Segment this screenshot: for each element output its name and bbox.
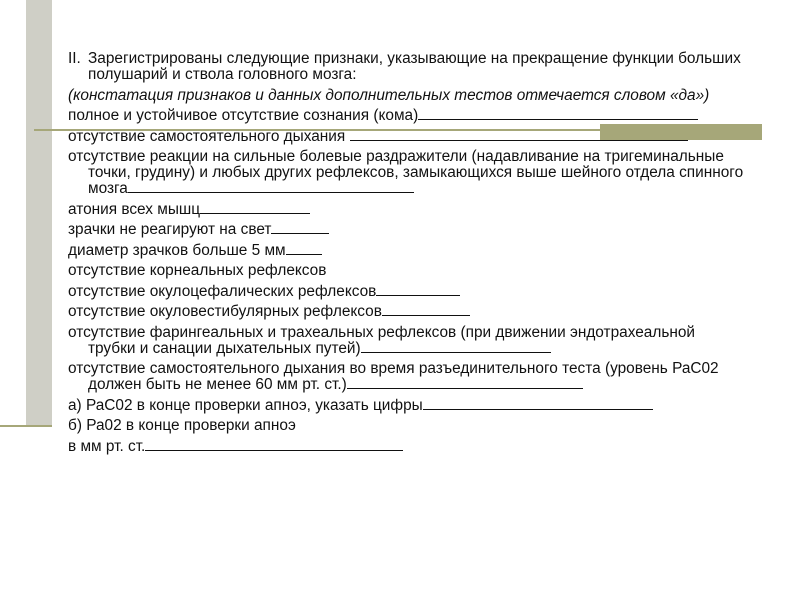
- field-units: [68, 439, 744, 455]
- field-label: в мм рт. ст.: [68, 437, 146, 455]
- field-no-breathing: [68, 129, 744, 145]
- answer-line[interactable]: [128, 181, 414, 193]
- answer-line[interactable]: [347, 377, 583, 389]
- field-label: отсутствие самостоятельного дыхания: [68, 127, 346, 145]
- field-label: диаметр зрачков больше 5 мм: [68, 241, 286, 259]
- answer-line[interactable]: [382, 304, 470, 316]
- section-heading-text: Зарегистрированы следующие признаки, указывающие на прекращение функции больших полушарий и ствола головного мозга:: [88, 50, 741, 83]
- sidebar-divider: [0, 425, 52, 427]
- answer-line[interactable]: [361, 341, 551, 353]
- field-pupils-no-light: [68, 222, 744, 238]
- answer-line[interactable]: [271, 222, 329, 234]
- field-coma: [68, 108, 744, 124]
- field-oculovestibular-reflex: [68, 304, 744, 320]
- field-label: б) Ра02 в конце проверки апноэ: [68, 417, 296, 434]
- field-apnea-test: [68, 361, 744, 393]
- field-label: зрачки не реагируют на свет: [68, 221, 272, 238]
- field-paco2: [68, 398, 744, 414]
- field-no-pain-reaction: [68, 149, 744, 197]
- field-label: отсутствие окуловестибулярных рефлексов: [68, 303, 382, 320]
- field-label: отсутствие реакции на сильные болевые раздражители (надавливание на тригеминальные точки, грудину) и любых других рефлексов, замыкающихся выше шейного отдела спинного мозга: [68, 148, 744, 197]
- answer-line[interactable]: [423, 398, 653, 410]
- field-label: отсутствие окулоцефалических рефлексов: [68, 282, 377, 300]
- field-label: отсутствие самостоятельного дыхания во время разъединительного теста (уровень РаС02 должен быть не менее 60 мм рт. ст.): [68, 360, 719, 393]
- form-content: [68, 51, 744, 459]
- field-corneal-reflex: [68, 263, 744, 279]
- answer-line[interactable]: [376, 284, 460, 296]
- field-label: отсутствие фарингеальных и трахеальных рефлексов (при движении эндотрахеальной трубки и санации дыхательных путей): [68, 323, 695, 357]
- field-pao2: [68, 418, 744, 434]
- answer-line[interactable]: [286, 243, 322, 255]
- section-number: II.: [68, 50, 81, 67]
- answer-line[interactable]: [200, 202, 310, 214]
- field-label: отсутствие корнеальных рефлексов: [68, 262, 327, 279]
- field-label: а) РаС02 в конце проверки апноэ, указать цифры: [68, 396, 423, 414]
- field-label: атония всех мышц: [68, 200, 201, 218]
- field-label: полное и устойчивое отсутствие сознания (кома): [68, 107, 419, 124]
- instruction-note: (констатация признаков и данных дополнительных тестов отмечается словом «да»): [68, 86, 710, 104]
- field-pupil-diameter: [68, 243, 744, 259]
- answer-line[interactable]: [350, 129, 688, 141]
- field-muscle-atonia: [68, 202, 744, 218]
- answer-line[interactable]: [145, 439, 403, 451]
- field-pharyngeal-reflex: [68, 325, 744, 357]
- sidebar-decoration: [26, 0, 52, 426]
- field-oculocephalic-reflex: [68, 284, 744, 300]
- section-heading: [68, 51, 744, 83]
- answer-line[interactable]: [418, 108, 698, 120]
